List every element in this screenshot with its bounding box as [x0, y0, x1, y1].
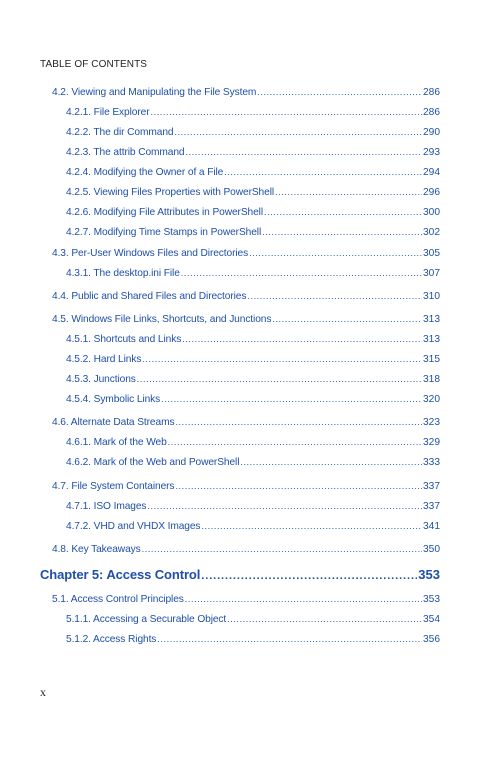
toc-entry[interactable] — [52, 481, 440, 492]
toc-entry-page: 313 — [423, 314, 440, 325]
toc-entry-page: 337 — [423, 481, 440, 492]
toc-entry-title: Chapter 5: Access Control — [40, 567, 201, 582]
toc-entry-title: 5.1.2. Access Rights — [66, 634, 157, 645]
toc-dot-leader — [157, 634, 422, 644]
toc-dot-leader — [185, 594, 422, 604]
toc-dot-leader — [201, 521, 422, 531]
toc-entry[interactable] — [66, 521, 440, 532]
toc-entry[interactable] — [66, 354, 440, 365]
toc-entry[interactable] — [66, 107, 440, 118]
toc-entry-page: 296 — [423, 187, 440, 198]
toc-entry[interactable] — [66, 227, 440, 238]
toc-entry[interactable] — [52, 417, 440, 428]
toc-entry-page: 337 — [423, 501, 440, 512]
toc-dot-leader — [175, 417, 422, 427]
toc-entry-title: 4.5.3. Junctions — [66, 374, 136, 385]
toc-entry[interactable] — [66, 207, 440, 218]
toc-entry-title: 4.5.1. Shortcuts and Links — [66, 334, 182, 345]
toc-entry-page: 290 — [423, 127, 440, 138]
toc-dot-leader — [264, 207, 422, 217]
toc-entry-page: 300 — [423, 207, 440, 218]
toc-dot-leader — [272, 314, 422, 324]
toc-entry-title: 5.1. Access Control Principles — [52, 594, 184, 605]
toc-entry-title: 4.6. Alternate Data Streams — [52, 417, 175, 428]
toc-entry-title: 4.2. Viewing and Manipulating the File System — [52, 87, 257, 98]
toc-entry[interactable] — [66, 457, 440, 468]
toc-entry[interactable] — [66, 147, 440, 158]
toc-entry-page: 313 — [423, 334, 440, 345]
running-head: TABLE OF CONTENTS — [40, 59, 148, 70]
toc-dot-leader — [224, 167, 422, 177]
toc-entry-title: 4.2.1. File Explorer — [66, 107, 150, 118]
toc-dot-leader — [201, 570, 417, 582]
toc-dot-leader — [275, 187, 422, 197]
toc-chapter-entry[interactable] — [40, 567, 440, 582]
toc-entry-title: 4.3.1. The desktop.ini File — [66, 268, 180, 279]
toc-entry-page: 293 — [423, 147, 440, 158]
toc-entry-title: 4.7.2. VHD and VHDX Images — [66, 521, 201, 532]
toc-entry-page: 318 — [423, 374, 440, 385]
toc-entry-title: 4.7. File System Containers — [52, 481, 175, 492]
toc-entry-page: 315 — [423, 354, 440, 365]
toc-dot-leader — [142, 354, 422, 364]
toc-entry-page: 353 — [423, 594, 440, 605]
toc-entry-page: 329 — [423, 437, 440, 448]
toc-entry-page: 356 — [423, 634, 440, 645]
toc-dot-leader — [137, 374, 422, 384]
toc-entry[interactable] — [66, 394, 440, 405]
toc-entry-page: 307 — [423, 268, 440, 279]
toc-entry[interactable] — [52, 594, 440, 605]
page-number: x — [40, 685, 46, 699]
toc-entry-title: 4.2.6. Modifying File Attributes in PowerShell — [66, 207, 263, 218]
toc-dot-leader — [175, 481, 422, 491]
toc-entry[interactable] — [66, 614, 440, 625]
toc-entry[interactable] — [52, 248, 440, 259]
toc-entry[interactable] — [66, 437, 440, 448]
toc-entry-title: 4.5. Windows File Links, Shortcuts, and Junctions — [52, 314, 272, 325]
toc-entry-page: 350 — [423, 544, 440, 555]
toc-dot-leader — [186, 147, 423, 157]
toc-entry[interactable] — [52, 291, 440, 302]
toc-entry-title: 4.8. Key Takeaways — [52, 544, 141, 555]
toc-dot-leader — [257, 87, 422, 97]
toc-entry-page: 320 — [423, 394, 440, 405]
toc-entry-page: 353 — [418, 567, 440, 582]
toc-entry[interactable] — [52, 314, 440, 325]
toc-entry[interactable] — [66, 268, 440, 279]
toc-entry-page: 323 — [423, 417, 440, 428]
toc-dot-leader — [181, 268, 422, 278]
toc-entry[interactable] — [52, 87, 440, 98]
toc-dot-leader — [182, 334, 422, 344]
toc-entry-title: 4.2.5. Viewing Files Properties with PowerShell — [66, 187, 275, 198]
toc-dot-leader — [262, 227, 422, 237]
toc-entry-title: 4.6.2. Mark of the Web and PowerShell — [66, 457, 240, 468]
toc-entry-title: 4.2.4. Modifying the Owner of a File — [66, 167, 224, 178]
toc-entry-title: 4.6.1. Mark of the Web — [66, 437, 167, 448]
toc-entry[interactable] — [66, 374, 440, 385]
toc-entry-page: 341 — [423, 521, 440, 532]
toc-entry[interactable] — [66, 127, 440, 138]
toc-entry-page: 305 — [423, 248, 440, 259]
toc-entry-page: 294 — [423, 167, 440, 178]
toc-dot-leader — [249, 248, 422, 258]
toc-entry[interactable] — [52, 544, 440, 555]
toc-entry[interactable] — [66, 334, 440, 345]
toc-dot-leader — [240, 457, 422, 467]
toc-entry-title: 4.3. Per-User Windows Files and Directories — [52, 248, 249, 259]
toc-entry-page: 333 — [423, 457, 440, 468]
toc-entry[interactable] — [66, 634, 440, 645]
toc-entry-title: 4.2.2. The dir Command — [66, 127, 174, 138]
toc-entry-page: 354 — [423, 614, 440, 625]
toc-dot-leader — [174, 127, 422, 137]
toc-dot-leader — [168, 437, 422, 447]
toc-entry-title: 4.5.4. Symbolic Links — [66, 394, 161, 405]
toc-dot-leader — [151, 107, 423, 117]
toc-entry-title: 4.2.7. Modifying Time Stamps in PowerShell — [66, 227, 262, 238]
toc-dot-leader — [142, 544, 422, 554]
toc-entry-title: 5.1.1. Accessing a Securable Object — [66, 614, 227, 625]
toc-dot-leader — [247, 291, 422, 301]
toc-entry-page: 286 — [423, 107, 440, 118]
toc-entry-page: 310 — [423, 291, 440, 302]
toc-entry[interactable] — [66, 167, 440, 178]
toc-entry[interactable] — [66, 501, 440, 512]
toc-entry-title: 4.5.2. Hard Links — [66, 354, 142, 365]
toc-dot-leader — [161, 394, 422, 404]
toc-entry-title: 4.4. Public and Shared Files and Directories — [52, 291, 247, 302]
toc-entry-title: 4.2.3. The attrib Command — [66, 147, 185, 158]
toc-entry-page: 286 — [423, 87, 440, 98]
toc-entry-title: 4.7.1. ISO Images — [66, 501, 147, 512]
toc-dot-leader — [147, 501, 422, 511]
toc-entry-page: 302 — [423, 227, 440, 238]
toc-dot-leader — [227, 614, 422, 624]
toc-entry[interactable] — [66, 187, 440, 198]
